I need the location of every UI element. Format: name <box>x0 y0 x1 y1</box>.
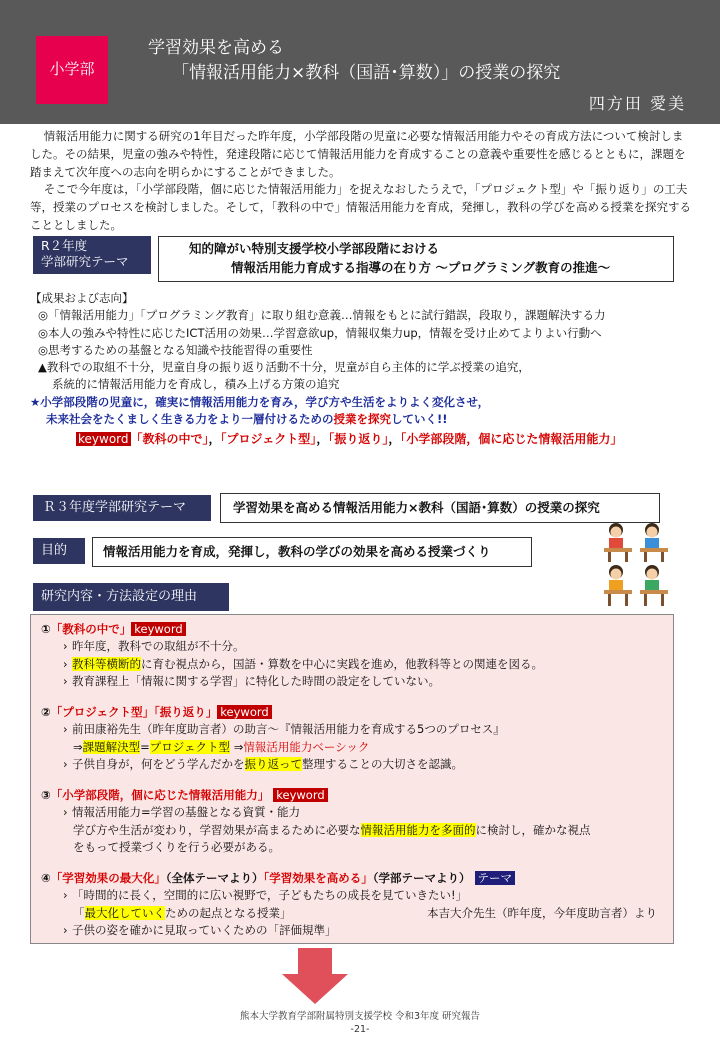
results-star-line2: 未来社会をたくましく生きる力をより一層付けるための授業を探究していく!! <box>46 411 448 426</box>
keyword-line: keyword 「教科の中で」，「プロジェクト型」，「振り返り」，「小学部段階，個に応じた情報活用能力」 <box>78 432 623 446</box>
classroom-illustration <box>600 520 672 608</box>
reason-2-bullet: › 前田康裕先生（昨年度助言者）の助言～『情報活用能力を育成する5つのプロセス』 <box>63 722 505 737</box>
results-item: 系統的に情報活用能力を育成し，積み上げる方策の追究 <box>52 377 340 392</box>
student-figure <box>645 523 659 548</box>
reason-3-detail: 学び方や生活が変わり，学習効果が高まるために必要な情報活用能力を多面的に検討し，確かな視点 <box>73 822 591 837</box>
reason-label: 研究内容・方法設定の理由 <box>33 583 229 611</box>
down-arrow-icon <box>280 948 350 1004</box>
reason-3-bullet: › 情報活用能力=学習の基盤となる資質・能力 <box>63 805 301 820</box>
department-badge: 小学部 <box>36 36 108 104</box>
keyword-tag: keyword <box>273 788 327 802</box>
results-item: ◎本人の強みや特性に応じたICT活用の効果…学習意欲up，情報収集力up，情報を受け止めてよりよい行動へ <box>38 325 602 340</box>
keyword-3: 「振り返り」 <box>328 432 389 446</box>
r2-theme-box <box>158 236 674 282</box>
theme-tag: テーマ <box>475 871 516 885</box>
reason-2-bullet: › 子供自身が，何をどう学んだかを振り返って整理することの大切さを認識。 <box>63 756 463 771</box>
footer <box>0 1010 720 1037</box>
reason-1-heading: ①「教科の中で」 keyword <box>41 621 663 638</box>
keyword-4: 「小学部段階，個に応じた情報活用能力」 <box>400 432 623 446</box>
student-figure <box>609 565 623 590</box>
r3-theme-label: Ｒ３年度学部研究テーマ <box>33 495 211 521</box>
results-item: ◎思考するための基盤となる知識や技能習得の重要性 <box>38 342 313 357</box>
keyword-tag: keyword <box>78 432 129 446</box>
results-item: ◎「情報活用能力」「プログラミング教育」に取り組む意義…情報をもとに試行錯誤，段取り，課題解決する力 <box>38 308 606 323</box>
student-figure <box>609 523 623 548</box>
reason-4-heading: ④「学習効果の最大化」（全体テーマより）「学習効果を高める」（学部テーマより） テーマ <box>41 870 663 887</box>
reason-1-bullet: › 教育課程上「情報に関する学習」に特化した時間の設定をしていない。 <box>63 673 440 688</box>
intro-paragraph-1: 情報活用能力に関する研究の1年目だった昨年度，小学部段階の児童に必要な情報活用能力やその育成方法について検討しました。その結果，児童の強みや特性，発達段階に応じて情報活用能力を育成することの意義や重要性を感じるとともに，課題を踏まえて次年度への志向を明らかにすることができました。 <box>30 129 686 179</box>
reason-1-bullet: › 教科等横断的に育む視点から，国語・算数を中心に実践を進め，他教科等との関連を図る。 <box>63 656 544 671</box>
goal-text: 情報活用能力を育成，発揮し，教科の学びの効果を高める授業づくり <box>92 537 532 567</box>
intro-text <box>30 128 692 235</box>
intro-paragraph-2: そこで今年度は，「小学部段階，個に応じた情報活用能力」を捉えなおしたうえで，「プロジェクト型」や「振り返り」の工夫等，授業のプロセスを検討しました。そして，「教科の中で」情報活用能力を育成，発揮し，教科の学びを高める授業を探究することとしました。 <box>30 182 692 233</box>
author-name: 四方田 愛美 <box>588 94 686 113</box>
reason-2-process: ⇒課題解決型=プロジェクト型 ⇒情報活用能力ベーシック <box>73 739 370 754</box>
reason-4-quote: 「最大化していくための起点となる授業」 本吉大介先生（昨年度，今年度助言者）より <box>41 905 663 922</box>
reason-3-detail: をもって授業づくりを行う必要がある。 <box>73 839 280 854</box>
r2-theme-line1: 知的障がい特別支援学校小学部段階における <box>189 241 440 256</box>
r2-theme-label: R２年度 学部研究テーマ <box>33 236 151 274</box>
r2-theme-line2: 情報活用能力育成する指導の在り方 ～プログラミング教育の推進～ <box>231 259 611 275</box>
keyword-tag: keyword <box>131 622 185 636</box>
reason-2-heading: ②「プロジェクト型」「振り返り」 keyword <box>41 704 663 721</box>
goal-label: 目的 <box>33 538 85 564</box>
reason-4-bullet: › 「時間的に長く，空間的に広い視野で，子どもたちの成長を見ていきたい!」 <box>63 888 468 903</box>
results-heading: 【成果および志向】 <box>30 291 134 305</box>
reason-3-heading: ③「小学部段階，個に応じた情報活用能力」 keyword <box>41 787 663 804</box>
page-number: -21- <box>350 1024 370 1036</box>
quote-author: 本吉大介先生（昨年度，今年度助言者）より <box>427 905 657 920</box>
results-item: ▲教科での取組不十分，児童自身の振り返り活動不十分，児童が自ら主体的に学ぶ授業の追究， <box>38 360 530 374</box>
reasons-panel <box>30 614 674 944</box>
keyword-1: 「教科の中で」 <box>130 432 209 446</box>
keyword-2: 「プロジェクト型」 <box>220 432 317 446</box>
reason-4-bullet: › 子供の姿を確かに見取っていくための「評価規準」 <box>63 922 337 937</box>
reason-1-bullet: › 昨年度，教科での取組が不十分。 <box>63 639 245 654</box>
r3-theme-box: 学習効果を高める情報活用能力×教科（国語･算数）の授業の探究 <box>220 493 660 523</box>
student-figure <box>645 565 659 590</box>
page-title-line1: 学習効果を高める <box>148 38 284 58</box>
footer-publication: 熊本大学教育学部附属特別支援学校 令和3年度 研究報告 <box>239 1011 481 1022</box>
results-star-line1: ★小学部段階の児童に，確実に情報活用能力を育み，学び方や生活をよりよく変化させ， <box>30 394 490 409</box>
header-band <box>0 0 720 124</box>
page-title-line2: 「情報活用能力×教科（国語･算数）」の授業の探究 <box>172 63 561 83</box>
results-section <box>30 290 700 448</box>
keyword-tag: keyword <box>217 705 271 719</box>
